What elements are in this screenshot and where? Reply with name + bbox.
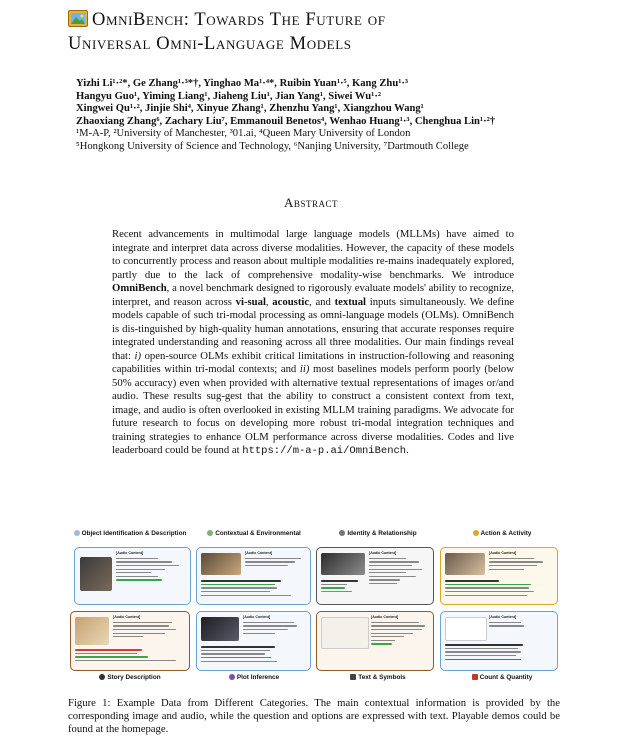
magnifier-icon <box>74 530 80 536</box>
example-card-contextual <box>196 547 311 605</box>
tree-icon <box>207 530 213 536</box>
example-image <box>201 553 241 575</box>
authors-line-2: Hangyu Guo¹, Yiming Liang¹, Jiaheng Liu¹, Jian Yang¹, Siwei Wu¹·² <box>76 90 382 102</box>
book-icon <box>99 674 105 680</box>
audio-content-label: [Audio Content] <box>371 615 399 619</box>
category-identity <box>316 530 440 537</box>
abstract-heading: Abstract <box>284 195 338 210</box>
audio-content-label: [Audio Content] <box>116 551 144 555</box>
abstract-text: . <box>406 444 409 456</box>
example-card-story <box>70 611 190 671</box>
category-story <box>68 674 192 681</box>
affiliations-line-1: ¹M-A-P, ²University of Manchester, ³01.ai, ⁴Queen Mary University of London <box>76 128 411 140</box>
authors-block <box>76 78 546 154</box>
title-line-1 <box>68 8 588 32</box>
category-label: Action & Activity <box>480 530 532 537</box>
abstract-text: inputs simultaneously. We define models capable of such tri-modal processing as omni-language models (OLMs). OmniBench is dis-tinguished by high-quality human annotations, ensuring that accurate responses require integrated understanding and reasoning across all three modalities. Our main findings reveal that: <box>112 295 515 362</box>
title-text-1: OmniBench: Towards The Future of <box>92 10 386 30</box>
example-card-count <box>440 611 558 671</box>
example-card-action <box>440 547 558 605</box>
title-line-2: Universal Omni-Language Models <box>68 34 352 54</box>
example-image <box>80 557 112 591</box>
person-icon <box>339 530 345 536</box>
abstract-visual: vi-sual <box>235 295 266 308</box>
abstract-text: Recent advancements in multimodal large language models (MLLMs) have aimed to integrate and interpret data across diverse modalities. However, the capacity of these models to concurrently process and reason about multiple modalities re-mains inadequately explored, partly due to the lack of comprehensive modality-wise benchmarks. We introduce <box>112 228 514 281</box>
category-text-symbols <box>316 674 440 681</box>
figure-1 <box>68 530 564 688</box>
category-action <box>440 530 564 537</box>
abstract-body <box>112 228 514 459</box>
example-card-object <box>74 547 191 605</box>
audio-content-label: [Audio Content] <box>489 615 517 619</box>
abstract-text: , <box>265 295 269 308</box>
example-image <box>445 553 485 575</box>
authors-line-1: Yizhi Li¹·²*, Ge Zhang¹·³*†, Yinghao Ma¹·⁴*, Ruibin Yuan¹·⁵, Kang Zhu¹·³ <box>76 78 409 89</box>
example-image <box>321 617 369 649</box>
caption-text: Example Data from Different Categories. The main contextual information is provided by the corresponding image and audio, while the question and options are expressed with text. Playable demos could be found at the homepage. <box>68 697 560 735</box>
category-object-identification <box>68 530 192 537</box>
abstract-text: , and <box>309 295 331 308</box>
authors-line-3: Xingwei Qu¹·², Jinjie Shi⁴, Xinyue Zhang¹, Zhenzhu Yang¹, Xiangzhou Wang¹ <box>76 103 424 115</box>
affiliations-line-2: ⁵Hongkong University of Science and Technology, ⁶Nanjing University, ⁷Dartmouth College <box>76 140 469 152</box>
audio-content-label: [Audio Content] <box>369 551 397 555</box>
caption-label: Figure 1: <box>68 697 111 709</box>
example-image <box>445 617 487 641</box>
audio-content-label: [Audio Content] <box>245 551 273 555</box>
document-icon <box>350 674 356 680</box>
abstract-textual: textual <box>334 295 367 308</box>
category-label: Count & Quantity <box>479 674 533 681</box>
abacus-icon <box>472 674 478 680</box>
runner-icon <box>473 530 479 536</box>
category-count <box>440 674 564 681</box>
example-image <box>201 617 239 641</box>
example-card-text-symbols <box>316 611 434 671</box>
abstract-acoustic: acoustic <box>272 295 310 308</box>
category-label: Plot Inference <box>236 674 280 681</box>
picture-emoji-icon <box>68 10 88 27</box>
abstract-url-link[interactable]: https://m-a-p.ai/OmniBench <box>242 445 407 457</box>
figure-caption <box>68 697 560 736</box>
paper-title <box>68 8 588 56</box>
authors-line-4: Zhaoxiang Zhang⁶, Zachary Liu⁷, Emmanouil Benetos⁴, Wenhao Huang¹·³, Chenghua Lin¹·²† <box>76 115 496 127</box>
abstract-omnibench: OmniBench <box>112 282 167 294</box>
crystal-ball-icon <box>229 674 235 680</box>
example-image <box>75 617 109 645</box>
abstract-text: most baselines models perform poorly (below 50% accuracy) even when provided with alternative textual representations of images or/and audio. These results sug-gest that the ability to construct a consistent context from text, image, and audio is often overlooked in existing MLLM training paradigms. We advocate for future research to focus on developing more robust tri-modal integration techniques and training strategies to enhance OLM performance across diverse modalities. Codes and live leaderboard could be found at <box>112 363 514 456</box>
audio-content-label: [Audio Content] <box>113 615 141 619</box>
category-label: Identity & Relationship <box>347 530 417 537</box>
abstract-text: , a novel benchmark designed to rigorously evaluate models' ability to recognize, interpret, and reason across <box>112 282 514 308</box>
category-label: Text & Symbols <box>358 674 406 681</box>
abstract-item-i: i) <box>134 349 142 362</box>
abstract-item-ii: ii) <box>299 363 310 375</box>
category-contextual <box>192 530 316 537</box>
category-label: Object Identification & Description <box>81 530 187 537</box>
audio-content-label: [Audio Content] <box>243 615 271 619</box>
abstract-text: open-source OLMs exhibit critical limitations in instruction-following and reasoning capabilities within tri-modal contexts; and <box>112 349 514 375</box>
category-plot <box>192 674 316 681</box>
example-image <box>321 553 365 575</box>
example-card-plot <box>196 611 311 671</box>
category-label: Story Description <box>107 674 161 681</box>
example-card-identity <box>316 547 434 605</box>
category-label: Contextual & Environmental <box>215 530 301 537</box>
audio-content-label: [Audio Content] <box>489 551 517 555</box>
